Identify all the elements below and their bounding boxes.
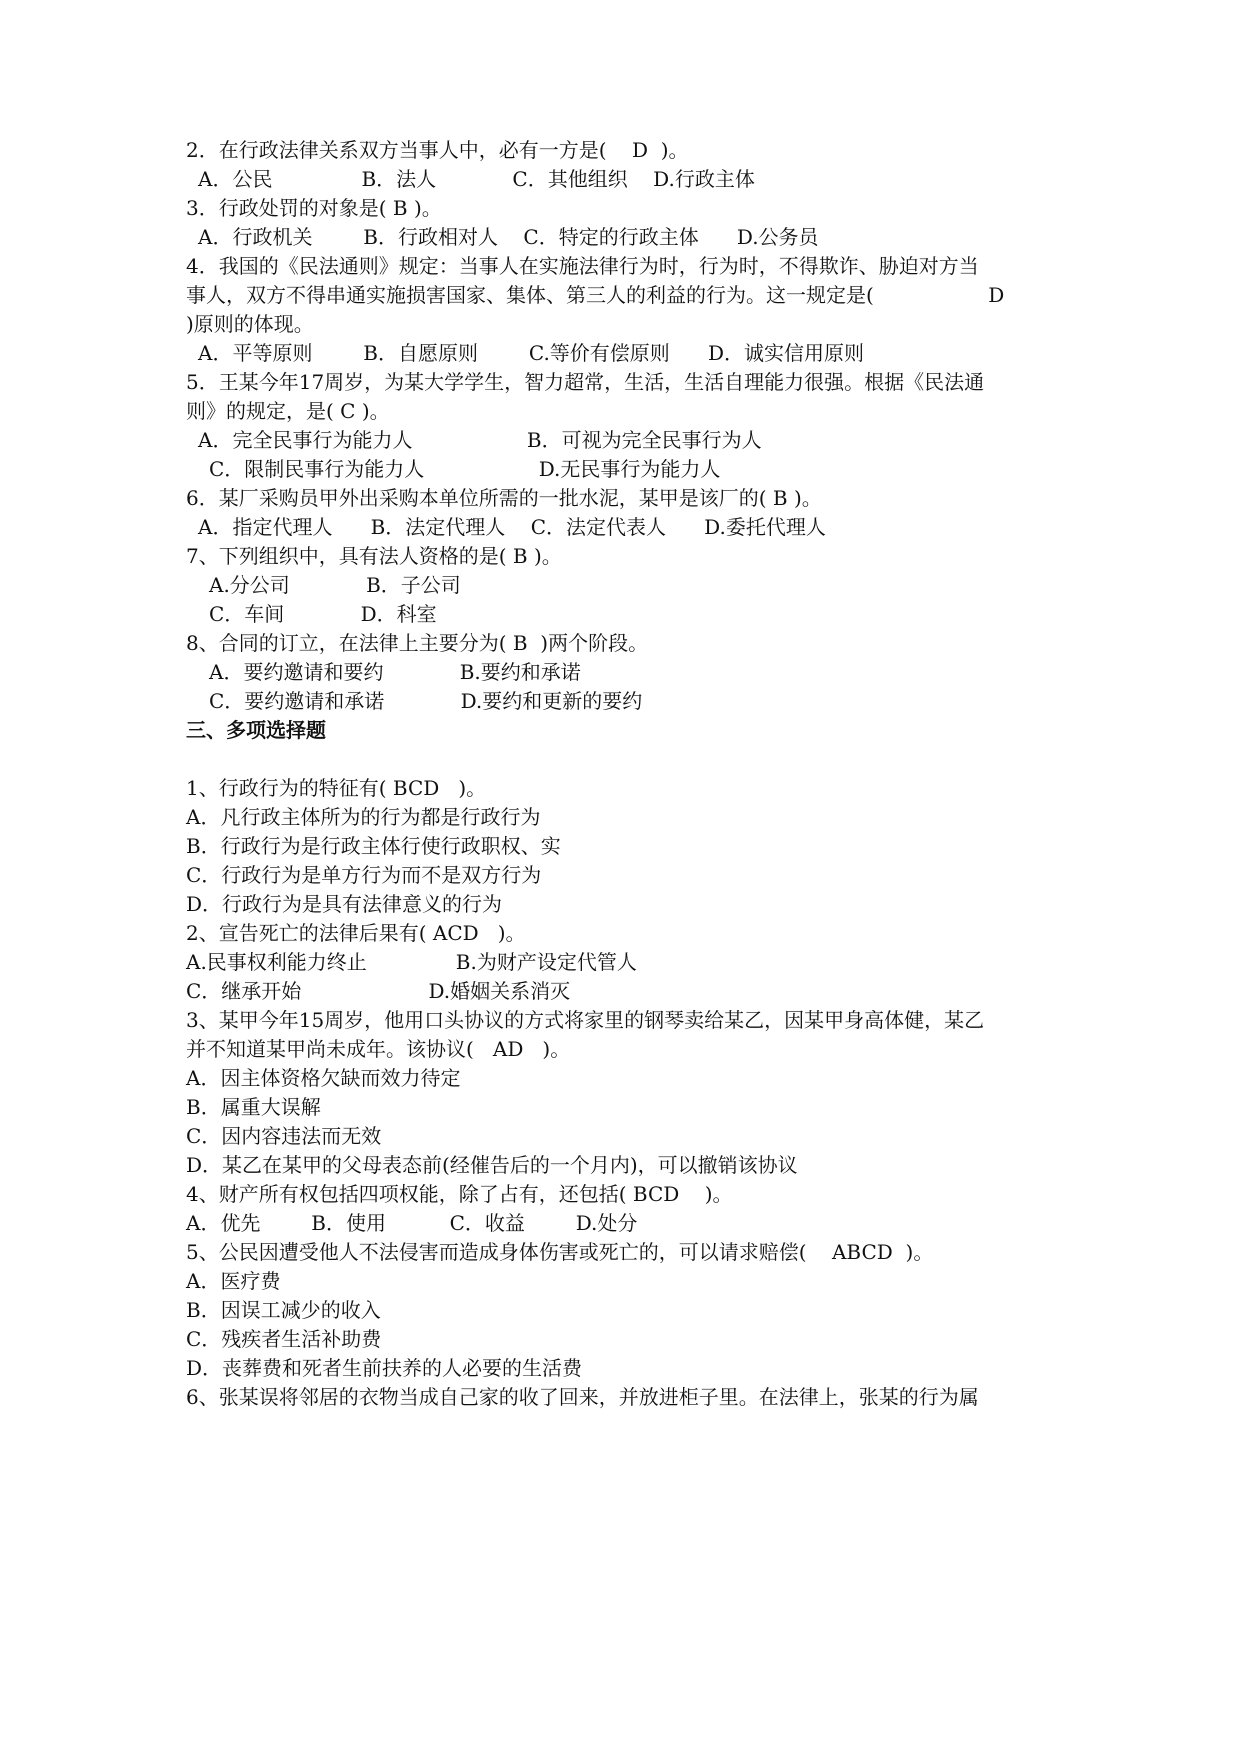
q7-options-2: C．车间 D．科室 [209, 602, 437, 626]
q8-options-1: A．要约邀请和要约 B.要约和承诺 [209, 660, 581, 684]
mq6-stem: 6、张某误将邻居的衣物当成自己家的收了回来，并放进柜子里。在法律上，张某的行为属 [186, 1385, 979, 1409]
mq3-stem-1: 3、某甲今年15周岁，他用口头协议的方式将家里的钢琴卖给某乙，因某甲身高体健，某乙 [186, 1008, 985, 1032]
mq1-option-c: C．行政行为是单方行为而不是双方行为 [186, 863, 542, 887]
section-heading: 三、多项选择题 [186, 718, 326, 742]
q2-stem: 2．在行政法律关系双方当事人中，必有一方是( D )。 [186, 138, 689, 162]
q4-stem-1: 4．我国的《民法通则》规定：当事人在实施法律行为时，行为时，不得欺诈、胁迫对方当 [186, 254, 979, 278]
mq1-option-a: A．凡行政主体所为的行为都是行政行为 [186, 805, 541, 829]
mq5-option-b: B．因误工减少的收入 [186, 1298, 381, 1322]
mq4-options: A．优先 B．使用 C．收益 D.处分 [186, 1211, 638, 1235]
mq5-option-d: D．丧葬费和死者生前扶养的人必要的生活费 [186, 1356, 583, 1380]
q5-stem-1: 5．王某今年17周岁，为某大学学生，智力超常，生活，生活自理能力很强。根据《民法通 [186, 370, 985, 394]
mq3-option-b: B．属重大误解 [186, 1095, 321, 1119]
q5-stem-2: 则》的规定，是( C )。 [186, 399, 390, 423]
mq2-options-2: C．继承开始 D.婚姻关系消灭 [186, 979, 571, 1003]
q4-options: A．平等原则 B．自愿原则 C.等价有偿原则 D．诚实信用原则 [198, 341, 864, 365]
q6-stem: 6．某厂采购员甲外出采购本单位所需的一批水泥，某甲是该厂的( B )。 [186, 486, 822, 510]
q3-stem: 3．行政处罚的对象是( B )。 [186, 196, 442, 220]
q7-stem: 7、下列组织中，具有法人资格的是( B )。 [186, 544, 562, 568]
mq3-option-d: D．某乙在某甲的父母表态前(经催告后的一个月内)，可以撤销该协议 [186, 1153, 798, 1177]
mq1-option-b: B．行政行为是行政主体行使行政职权、实 [186, 834, 561, 858]
mq5-option-c: C．残疾者生活补助费 [186, 1327, 382, 1351]
mq1-stem: 1、行政行为的特征有( BCD )。 [186, 776, 487, 800]
mq1-option-d: D．行政行为是具有法律意义的行为 [186, 892, 503, 916]
q3-options: A．行政机关 B．行政相对人 C．特定的行政主体 D.公务员 [198, 225, 819, 249]
q4-stem-3: )原则的体现。 [186, 312, 314, 336]
q5-options-1: A．完全民事行为能力人 B．可视为完全民事行为人 [198, 428, 762, 452]
mq3-stem-2: 并不知道某甲尚未成年。该协议( AD )。 [186, 1037, 571, 1061]
mq2-stem: 2、宣告死亡的法律后果有( ACD )。 [186, 921, 526, 945]
q2-options: A．公民 B．法人 C．其他组织 D.行政主体 [198, 167, 755, 191]
mq3-option-c: C．因内容违法而无效 [186, 1124, 382, 1148]
q4-stem-2: 事人，双方不得串通实施损害国家、集体、第三人的利益的行为。这一规定是( D [186, 283, 1005, 307]
mq5-option-a: A．医疗费 [186, 1269, 281, 1293]
mq2-options-1: A.民事权利能力终止 B.为财产设定代管人 [186, 950, 637, 974]
q5-options-2: C．限制民事行为能力人 D.无民事行为能力人 [209, 457, 721, 481]
q7-options-1: A.分公司 B．子公司 [209, 573, 461, 597]
mq3-option-a: A．因主体资格欠缺而效力待定 [186, 1066, 461, 1090]
q8-stem: 8、合同的订立，在法律上主要分为( B )两个阶段。 [186, 631, 649, 655]
mq4-stem: 4、财产所有权包括四项权能，除了占有，还包括( BCD )。 [186, 1182, 733, 1206]
mq5-stem: 5、公民因遭受他人不法侵害而造成身体伤害或死亡的，可以请求赔偿( ABCD )。 [186, 1240, 934, 1264]
q8-options-2: C．要约邀请和承诺 D.要约和更新的要约 [209, 689, 643, 713]
q6-options: A．指定代理人 B．法定代理人 C．法定代表人 D.委托代理人 [198, 515, 826, 539]
